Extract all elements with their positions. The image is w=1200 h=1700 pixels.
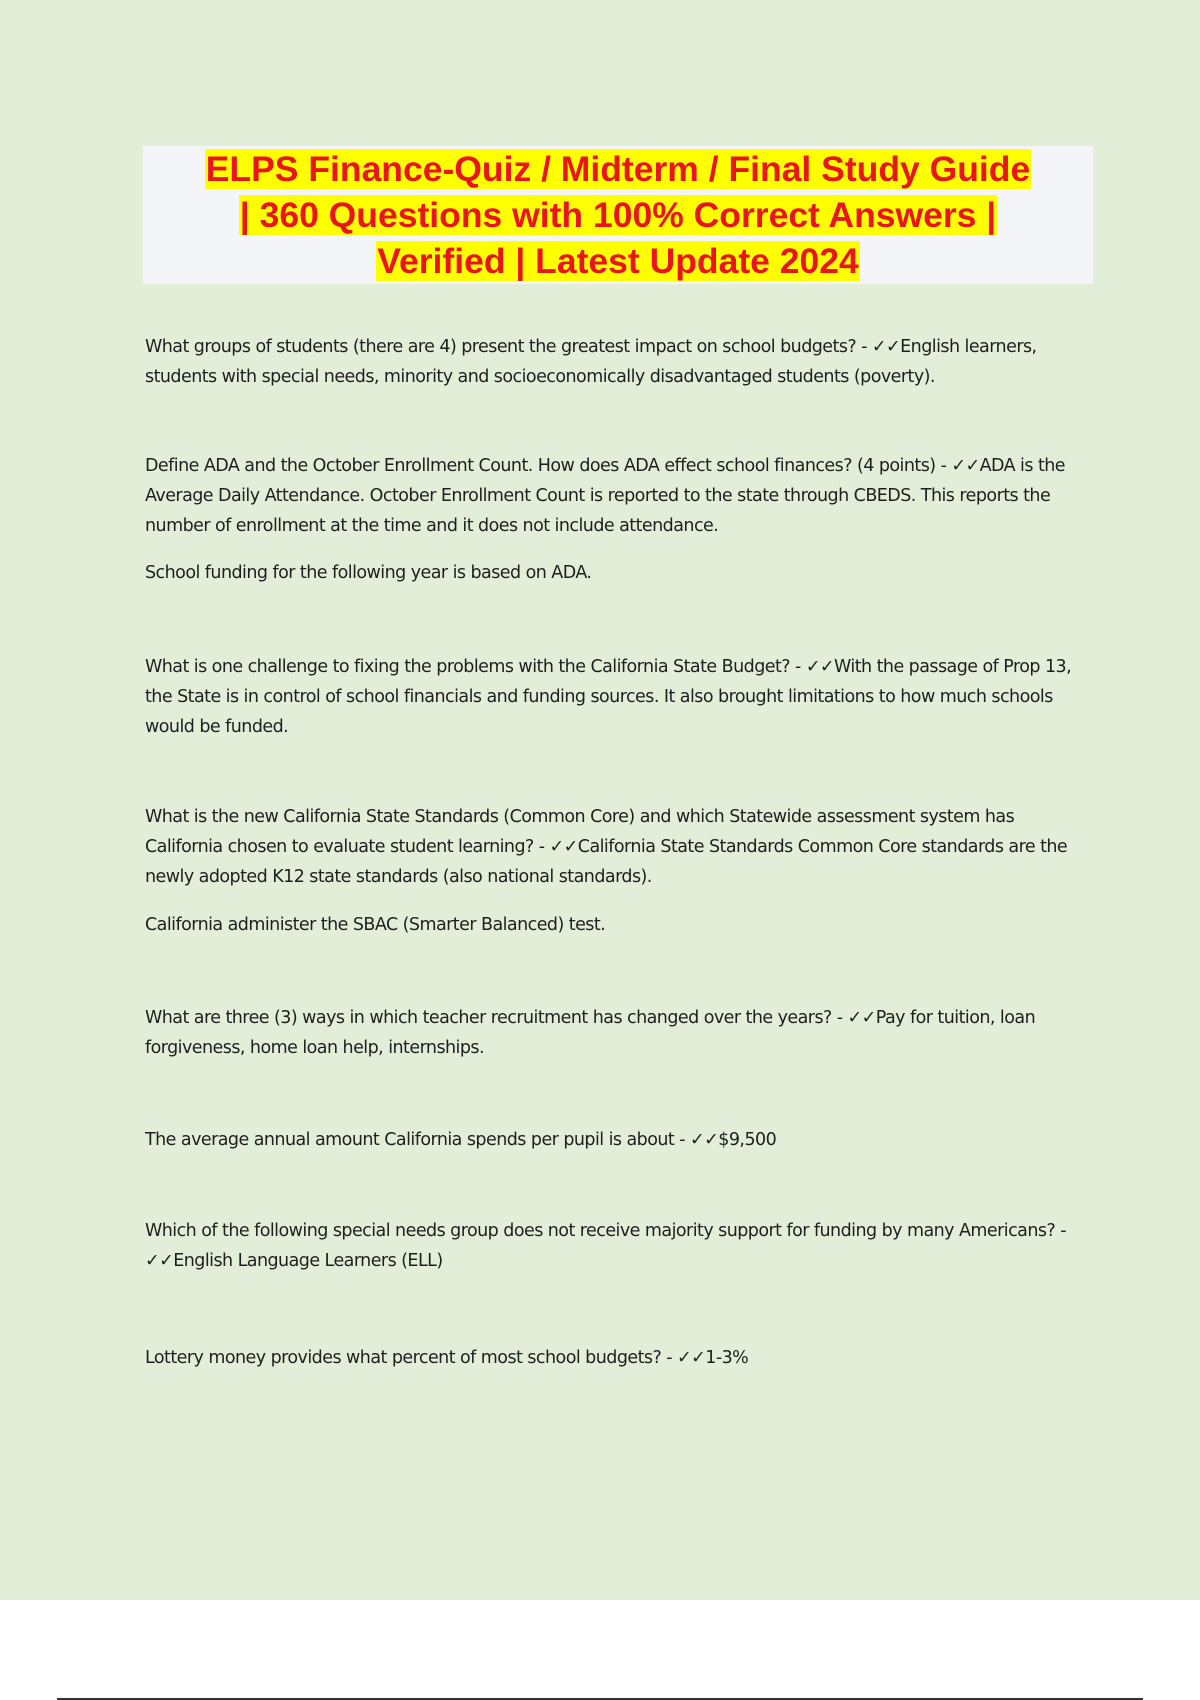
qa-paragraph-8: The average annual amount California spends per pupil is about - ✓✓$9,500 [145, 1130, 777, 1150]
title-line-3: Verified | Latest Update 2024 [377, 241, 859, 281]
qa-paragraph-6: California administer the SBAC (Smarter Balanced) test. [145, 915, 606, 935]
qa-paragraph-1: What groups of students (there are 4) present the greatest impact on school budgets? - ✓✓English learners, students with special needs, minority and socioeconomically disadvantaged students (poverty). [145, 337, 1037, 387]
qa-paragraph-5: What is the new California State Standards (Common Core) and which Statewide assessment system has California chosen to evaluate student learning? - ✓✓California State Standards Common Core standards are the newly adopted K12 state standards (also national standards). [145, 807, 1068, 887]
qa-paragraph-7: What are three (3) ways in which teacher recruitment has changed over the years? - ✓✓Pay for tuition, loan forgiveness, home loan help, internships. [145, 1008, 1036, 1058]
title-line-2: | 360 Questions with 100% Correct Answers | [239, 195, 997, 235]
qa-paragraph-4: What is one challenge to fixing the problems with the California State Budget? - ✓✓With the passage of Prop 13, the State is in control of school financials and funding sources. It also brought limitations to how much schools would be funded. [145, 657, 1072, 737]
qa-paragraph-3: School funding for the following year is based on ADA. [145, 563, 592, 583]
title-line-1: ELPS Finance-Quiz / Midterm / Final Study Guide [205, 149, 1031, 189]
qa-paragraph-10: Lottery money provides what percent of most school budgets? - ✓✓1-3% [145, 1348, 749, 1368]
qa-paragraph-9: Which of the following special needs group does not receive majority support for funding by many Americans? - ✓✓English Language Learners (ELL) [145, 1221, 1066, 1271]
document-title [143, 146, 1093, 284]
qa-paragraph-2: Define ADA and the October Enrollment Count. How does ADA effect school finances? (4 points) - ✓✓ADA is the Average Daily Attendance. October Enrollment Count is reported to the state through CBEDS. This reports the number of enrollment at the time and it does not include attendance. [145, 456, 1066, 536]
